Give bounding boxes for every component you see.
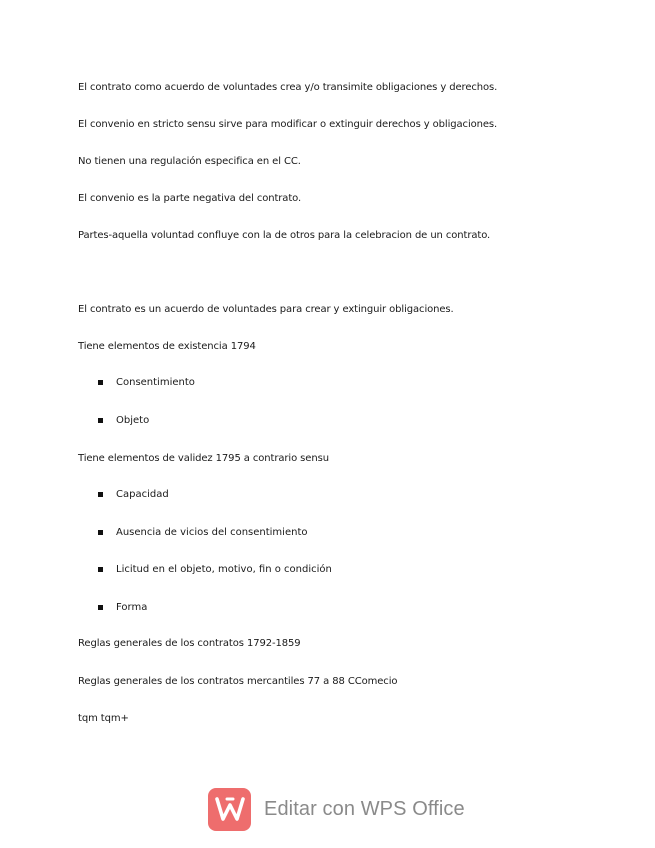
paragraph: No tienen una regulación especifica en el CC.	[78, 156, 301, 167]
list-item	[98, 376, 195, 390]
bullet-icon	[98, 492, 103, 497]
bullet-icon	[98, 418, 103, 423]
paragraph: Tiene elementos de existencia 1794	[78, 341, 256, 352]
wps-banner-label[interactable]: Editar con WPS Office	[264, 797, 465, 820]
list-item-label: Capacidad	[116, 489, 169, 500]
paragraph: Reglas generales de los contratos mercantiles 77 a 88 CComecio	[78, 676, 398, 687]
list-item-label: Consentimiento	[116, 377, 195, 388]
paragraph: El convenio es la parte negativa del contrato.	[78, 193, 302, 204]
bullet-icon	[98, 605, 103, 610]
list-item	[98, 488, 169, 502]
wps-edit-banner[interactable]	[208, 787, 465, 831]
list-item	[98, 414, 149, 428]
bullet-icon	[98, 530, 103, 535]
paragraph: Tiene elementos de validez 1795 a contrario sensu	[78, 453, 329, 464]
paragraph: El convenio en stricto sensu sirve para modificar o extinguir derechos y obligaciones.	[78, 119, 498, 130]
paragraph: El contrato es un acuerdo de voluntades para crear y extinguir obligaciones.	[78, 304, 454, 315]
list-item-label: Licitud en el objeto, motivo, fin o condición	[116, 564, 332, 575]
wps-logo-icon	[208, 788, 251, 831]
list-item-label: Objeto	[116, 415, 150, 426]
paragraph: Partes-aquella voluntad confluye con la de otros para la celebracion de un contrato.	[78, 230, 491, 241]
paragraph: tqm tqm+	[78, 713, 129, 724]
paragraph: El contrato como acuerdo de voluntades crea y/o transimite obligaciones y derechos.	[78, 82, 498, 93]
paragraph: Reglas generales de los contratos 1792-1859	[78, 638, 301, 649]
list-item-label: Ausencia de vicios del consentimiento	[116, 527, 308, 538]
bullet-icon	[98, 567, 103, 572]
list-item	[98, 601, 147, 615]
list-item	[98, 563, 332, 577]
bullet-icon	[98, 380, 103, 385]
list-item	[98, 526, 307, 540]
list-item-label: Forma	[116, 602, 148, 613]
